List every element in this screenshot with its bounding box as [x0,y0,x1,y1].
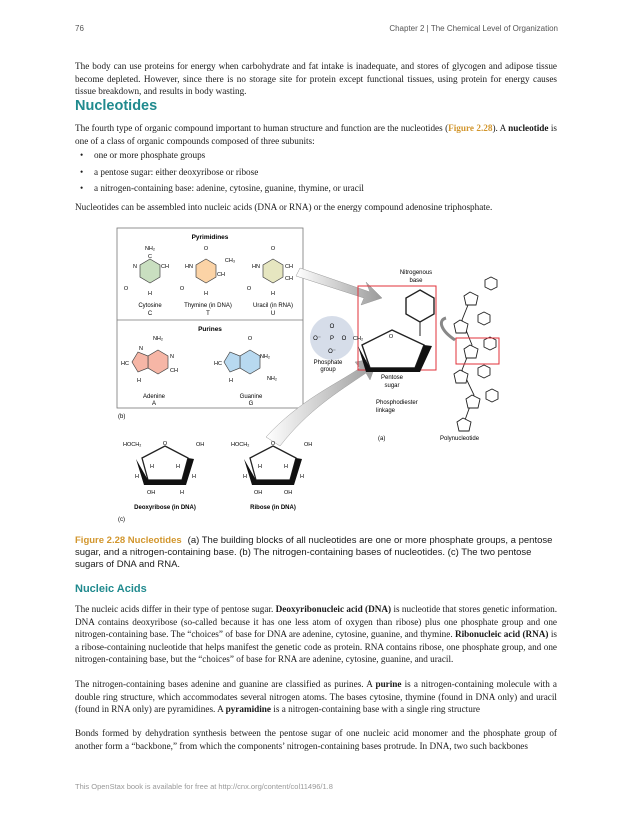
svg-text:CH₂: CH₂ [353,336,364,342]
ribose-molecule [231,441,312,511]
caption-title: Figure 2.28 Nucleotides [75,535,182,546]
section-title: Nucleotides [75,98,158,114]
svg-text:U: U [270,311,276,317]
svg-text:CH₃: CH₃ [224,258,236,264]
svg-text:O: O [246,286,252,292]
svg-text:base: base [409,278,423,284]
svg-text:H: H [284,464,288,470]
uracil-label: Uracil (in RNA) [252,303,294,309]
svg-text:NH₂: NH₂ [144,246,156,252]
thymine-label: Thymine (in DNA) [184,303,232,309]
svg-text:OH: OH [254,490,263,496]
list-item: • a nitrogen-containing base: adenine, cytosine, guanine, thymine, or uracil [80,183,364,200]
svg-text:O: O [123,286,129,292]
nitrogenous-base-label: Nitrogenous [399,270,433,276]
svg-text:OH: OH [284,490,293,496]
svg-text:HOCH₂: HOCH₂ [123,442,142,448]
svg-text:G: G [248,401,254,407]
svg-text:OH: OH [147,490,156,496]
svg-text:CH: CH [285,264,293,270]
svg-text:group: group [320,367,336,373]
pentose-sugar-label: Pentose [380,375,404,381]
svg-text:NH₂: NH₂ [259,354,271,360]
svg-text:CH: CH [170,368,178,374]
svg-text:H: H [229,378,233,384]
svg-text:OH: OH [196,442,205,448]
svg-text:C: C [147,311,153,317]
svg-text:NH₂: NH₂ [266,376,278,382]
svg-text:O⁻: O⁻ [313,336,321,342]
polynucleotide-label: Polynucleotide [440,436,480,442]
svg-text:H: H [258,464,262,470]
term-nucleotide: nucleotide [508,123,549,133]
svg-text:HN: HN [185,264,193,270]
panel-b-label: (b) [118,414,126,420]
svg-text:O: O [247,336,253,342]
svg-text:H: H [204,291,208,297]
phosphodiester-label: Phosphodiester [376,400,418,406]
page-number: 76 [75,24,84,33]
cytosine-label: Cytosine [138,303,162,309]
svg-text:A: A [151,401,157,407]
ribose-label: Ribose (in DNA) [250,505,296,511]
svg-text:H: H [137,378,141,384]
pyrimidines-title: Pyrimidines [191,234,229,241]
svg-text:CH: CH [285,276,293,282]
svg-text:O: O [388,334,394,340]
svg-text:CH: CH [161,264,169,270]
svg-text:O: O [179,286,185,292]
base-hexagon [406,290,434,322]
svg-text:HOCH₂: HOCH₂ [231,442,250,448]
svg-text:H: H [180,490,184,496]
svg-text:C: C [148,254,152,260]
svg-text:N: N [170,354,174,360]
deoxyribose-molecule [123,441,204,511]
svg-text:H: H [148,291,152,297]
figure-link[interactable]: Figure 2.28 [448,123,493,133]
svg-text:Phosphate: Phosphate [313,360,343,366]
svg-text:O⁻: O⁻ [328,349,336,355]
svg-text:H: H [271,291,275,297]
svg-text:O: O [203,246,209,252]
svg-text:T: T [206,311,210,317]
assembly-paragraph: Nucleotides can be assembled into nucleic acids (DNA or RNA) or the energy compound adenosine triphosphate. [75,202,493,212]
svg-text:HC: HC [121,361,129,367]
svg-text:sugar: sugar [384,383,400,389]
arrow-from-chain [441,318,455,340]
purines-title: Purines [198,326,222,333]
polynucleotide-chain [454,277,498,431]
bases-paragraph: The nitrogen-containing bases adenine and guanine are classified as purines. A purine is a nitrogen-containing molecule with a double ring structure, which accommodates several nitrogen atoms. The bases cytosine, thymine (found in DNA only) and uracil (found in RNA only) are pyramidines. A pyramidine is a nitrogen-containing base with a single ring structure [75,679,557,714]
bonds-paragraph: Bonds formed by dehydration synthesis between the pentose sugar of one nucleic acid monomer and the phosphate group of another form a “backbone,” from which the components’ nitrogen-containing bases protrude. In DNA, two such backbones [75,728,557,751]
svg-text:linkage: linkage [376,408,396,414]
nucleic-acids-paragraph: The nucleic acids differ in their type of pentose sugar. Deoxyribonucleic acid (DNA) is nucleotide that stores genetic information. DNA contains deoxyribose (so-called because it has one less atom of oxygen than ribose) plus one phosphate group and one nitrogen-containing base. The “choices” of base for DNA are adenine, cytosine, guanine, and thymine. Ribonucleic acid (RNA) is a ribose-containing nucleotide that helps manifest the genetic code as protein. RNA contains ribose, one phosphate group, and one nitrogen-containing base, but the “choices” of base for RNA are adenine, cytosine, guanine, and uracil. [75,604,557,664]
svg-text:O: O [329,324,335,330]
svg-text:H: H [243,474,247,480]
footer-note: This OpenStax book is available for free at http://cnx.org/content/col11496/1.8 [75,782,333,791]
svg-text:CH: CH [217,272,225,278]
figure-caption: Figure 2.28 Nucleotides (a) The building blocks of all nucleotides are one or more phosphate groups, a pentose sugar, and a nitrogen-containing base. (b) The nitrogen-containing bases of nucleotides. (c) The two pentose sugars of DNA and RNA. [75,535,553,570]
svg-text:P: P [329,336,335,342]
svg-text:HN: HN [252,264,260,270]
svg-text:N: N [139,346,143,352]
svg-text:O: O [270,441,276,447]
list-item: • a pentose sugar: either deoxyribose or ribose [80,167,364,184]
guanine-label: Guanine [239,394,263,400]
list-item: • one or more phosphate groups [80,150,364,167]
panel-a-label: (a) [378,436,386,442]
svg-text:NH₂: NH₂ [152,336,164,342]
svg-text:OH: OH [304,442,313,448]
svg-text:O: O [162,441,168,447]
svg-text:H: H [192,474,196,480]
svg-text:N: N [133,264,137,270]
svg-text:H: H [300,474,304,480]
chapter-header: Chapter 2 | The Chemical Level of Organization [389,24,558,33]
adenine-label: Adenine [142,394,166,400]
svg-text:H: H [150,464,154,470]
svg-text:H: H [176,464,180,470]
svg-text:O: O [270,246,276,252]
subsection-title: Nucleic Acids [75,583,147,595]
nucleotides-paragraph: The fourth type of organic compound important to human structure and function are the nucleotides (Figure 2.28). A nucleotide is one of a class of organic compounds composed of three subunits: [75,123,557,146]
svg-text:H: H [135,474,139,480]
intro-paragraph: The body can use proteins for energy when carbohydrate and fat intake is inadequate, and stores of glycogen and adipose tissue become depleted. However, since there is no storage site for protein except functional tissues, using protein for energy causes tissue breakdown, and results in body wasting. [75,61,557,96]
svg-text:O: O [341,336,347,342]
panel-c-label: (c) [118,517,125,523]
deoxyribose-label: Deoxyribose (in DNA) [134,505,196,511]
svg-text:HC: HC [214,361,222,367]
